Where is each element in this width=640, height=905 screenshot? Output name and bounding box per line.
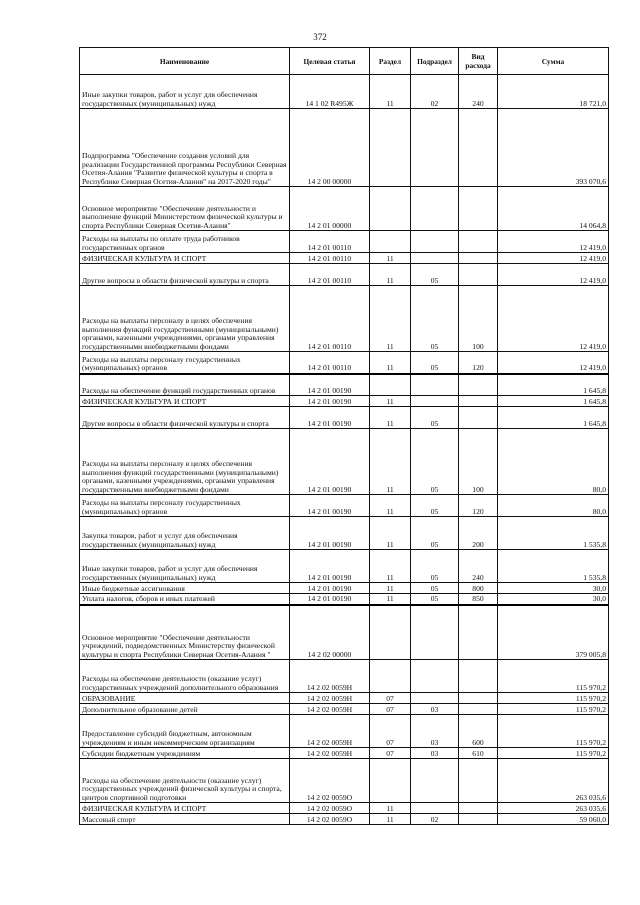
- cell-section: 07: [370, 748, 411, 759]
- cell-section: 11: [370, 407, 411, 429]
- cell-name: Дополнительное образование детей: [80, 704, 290, 715]
- cell-code: 14 2 01 00190: [290, 407, 370, 429]
- cell-section: 07: [370, 693, 411, 704]
- cell-sum: 12 419,0: [498, 286, 609, 352]
- table-row: [80, 264, 609, 286]
- cell-sum: 115 970,2: [498, 660, 609, 693]
- cell-sum: 263 035,6: [498, 759, 609, 803]
- table-row: [80, 495, 609, 517]
- cell-code: 14 1 02 R495Ж: [290, 75, 370, 109]
- cell-subsection: 05: [411, 286, 459, 352]
- cell-subsection: 02: [411, 75, 459, 109]
- cell-name: Основное мероприятие "Обеспечение деятельности и выполнение функций Министерством физической культуры и спорта Республики Северная Осетия-Алания": [80, 187, 290, 231]
- cell-subsection: [411, 187, 459, 231]
- cell-exp-type: 610: [459, 748, 498, 759]
- cell-name: Иные бюджетные ассигнования: [80, 583, 290, 594]
- table-row: [80, 715, 609, 748]
- cell-subsection: 05: [411, 583, 459, 594]
- cell-subsection: 03: [411, 715, 459, 748]
- cell-section: 11: [370, 495, 411, 517]
- budget-table: [79, 47, 609, 825]
- cell-section: 11: [370, 75, 411, 109]
- cell-name: Расходы на обеспечение деятельности (оказание услуг) государственных учреждений физической культуры и спорта, центров спортивной подготовки: [80, 759, 290, 803]
- cell-code: 14 2 01 00110: [290, 231, 370, 253]
- cell-code: 14 2 00 00000: [290, 109, 370, 187]
- cell-exp-type: [459, 814, 498, 825]
- cell-name: Расходы на выплаты персоналу государственных (муниципальных) органов: [80, 495, 290, 517]
- cell-subsection: [411, 231, 459, 253]
- cell-exp-type: 240: [459, 75, 498, 109]
- cell-section: [370, 374, 411, 396]
- cell-code: 14 2 01 00190: [290, 396, 370, 407]
- cell-sum: 30,0: [498, 583, 609, 594]
- table-row: [80, 814, 609, 825]
- cell-name: Основное мероприятие "Обеспечение деятельности учреждений, подведомственных Министерству физической культуры и спорта Республики Северная Осетия-Алания ": [80, 605, 290, 660]
- table-row: [80, 748, 609, 759]
- table-row: [80, 352, 609, 374]
- table-row: [80, 660, 609, 693]
- cell-section: 07: [370, 704, 411, 715]
- cell-sum: 115 970,2: [498, 748, 609, 759]
- cell-name: Закупка товаров, работ и услуг для обеспечения государственных (муниципальных) нужд: [80, 517, 290, 550]
- cell-code: 14 2 02 0059Н: [290, 715, 370, 748]
- cell-code: 14 2 01 00190: [290, 429, 370, 495]
- cell-subsection: 05: [411, 550, 459, 583]
- cell-subsection: [411, 803, 459, 814]
- table-row: [80, 253, 609, 264]
- cell-code: 14 2 01 00190: [290, 594, 370, 605]
- table-row: [80, 803, 609, 814]
- cell-code: 14 2 02 0059Н: [290, 748, 370, 759]
- cell-exp-type: [459, 264, 498, 286]
- cell-exp-type: [459, 759, 498, 803]
- table-row: [80, 407, 609, 429]
- cell-sum: 1 535,8: [498, 517, 609, 550]
- cell-section: 07: [370, 715, 411, 748]
- cell-sum: 80,0: [498, 429, 609, 495]
- cell-sum: 1 645,8: [498, 374, 609, 396]
- cell-name: Расходы на обеспечение деятельности (оказание услуг) государственных учреждений дополнительного образования: [80, 660, 290, 693]
- cell-sum: 115 970,2: [498, 715, 609, 748]
- cell-code: 14 2 01 00190: [290, 550, 370, 583]
- cell-name: Иные закупки товаров, работ и услуг для обеспечения государственных (муниципальных) нужд: [80, 550, 290, 583]
- cell-exp-type: 600: [459, 715, 498, 748]
- cell-subsection: [411, 396, 459, 407]
- cell-code: 14 2 02 0059О: [290, 759, 370, 803]
- header-section: Раздел: [370, 48, 411, 75]
- cell-section: 11: [370, 550, 411, 583]
- cell-name: Расходы на выплаты персоналу государственных (муниципальных) органов: [80, 352, 290, 374]
- table-row: [80, 704, 609, 715]
- cell-name: ФИЗИЧЕСКАЯ КУЛЬТУРА И СПОРТ: [80, 803, 290, 814]
- cell-code: 14 2 01 00110: [290, 253, 370, 264]
- cell-exp-type: [459, 660, 498, 693]
- table-row: [80, 605, 609, 660]
- cell-name: ФИЗИЧЕСКАЯ КУЛЬТУРА И СПОРТ: [80, 253, 290, 264]
- cell-exp-type: 120: [459, 352, 498, 374]
- cell-sum: 12 419,0: [498, 264, 609, 286]
- cell-name: Иные закупки товаров, работ и услуг для обеспечения государственных (муниципальных) нужд: [80, 75, 290, 109]
- cell-name: Массовый спорт: [80, 814, 290, 825]
- cell-sum: 115 970,2: [498, 693, 609, 704]
- cell-exp-type: [459, 374, 498, 396]
- cell-subsection: [411, 109, 459, 187]
- cell-exp-type: 200: [459, 517, 498, 550]
- table-row: [80, 75, 609, 109]
- page-number: 372: [313, 32, 327, 42]
- table-row: [80, 583, 609, 594]
- cell-name: Другие вопросы в области физической культуры и спорта: [80, 264, 290, 286]
- cell-sum: 12 419,0: [498, 231, 609, 253]
- cell-subsection: 05: [411, 594, 459, 605]
- cell-sum: 30,0: [498, 594, 609, 605]
- cell-exp-type: [459, 253, 498, 264]
- cell-subsection: [411, 605, 459, 660]
- cell-section: [370, 605, 411, 660]
- cell-section: [370, 109, 411, 187]
- cell-sum: 1 535,8: [498, 550, 609, 583]
- header-sum: Сумма: [498, 48, 609, 75]
- cell-sum: 12 419,0: [498, 352, 609, 374]
- cell-section: 11: [370, 583, 411, 594]
- table-row: [80, 517, 609, 550]
- cell-subsection: 03: [411, 748, 459, 759]
- table-row: [80, 396, 609, 407]
- cell-section: [370, 759, 411, 803]
- table-row: [80, 594, 609, 605]
- cell-sum: 1 645,8: [498, 407, 609, 429]
- cell-exp-type: [459, 704, 498, 715]
- cell-section: 11: [370, 429, 411, 495]
- cell-section: 11: [370, 352, 411, 374]
- cell-code: 14 2 01 00190: [290, 517, 370, 550]
- cell-name: ФИЗИЧЕСКАЯ КУЛЬТУРА И СПОРТ: [80, 396, 290, 407]
- table-row: [80, 374, 609, 396]
- cell-sum: 393 070,6: [498, 109, 609, 187]
- table-header-row: [80, 48, 609, 75]
- cell-exp-type: [459, 693, 498, 704]
- cell-section: 11: [370, 286, 411, 352]
- cell-name: Расходы на выплаты персоналу в целях обеспечения выполнения функций государственными (муниципальными) органами, казенными учреждениями, органами управления государственными внебюджетными фондами: [80, 286, 290, 352]
- cell-subsection: [411, 693, 459, 704]
- header-exp-type: Вид расхода: [459, 48, 498, 75]
- cell-subsection: 05: [411, 429, 459, 495]
- cell-subsection: 05: [411, 352, 459, 374]
- cell-sum: 1 645,8: [498, 396, 609, 407]
- cell-sum: 80,0: [498, 495, 609, 517]
- cell-name: Расходы на выплаты по оплате труда работников государственных органов: [80, 231, 290, 253]
- table-row: [80, 759, 609, 803]
- cell-exp-type: [459, 605, 498, 660]
- cell-sum: 18 721,0: [498, 75, 609, 109]
- cell-name: Предоставление субсидий бюджетным, автономным учреждениям и иным некоммерческим организациям: [80, 715, 290, 748]
- cell-exp-type: 800: [459, 583, 498, 594]
- table-row: [80, 550, 609, 583]
- cell-code: 14 2 01 00190: [290, 374, 370, 396]
- cell-code: 14 2 01 00110: [290, 352, 370, 374]
- cell-name: Уплата налогов, сборов и иных платежей: [80, 594, 290, 605]
- cell-subsection: 05: [411, 407, 459, 429]
- cell-code: 14 2 02 0059О: [290, 803, 370, 814]
- cell-section: 11: [370, 814, 411, 825]
- cell-code: 14 2 02 0059Н: [290, 704, 370, 715]
- cell-code: 14 2 01 00190: [290, 495, 370, 517]
- cell-subsection: 05: [411, 264, 459, 286]
- cell-subsection: 03: [411, 704, 459, 715]
- table-row: [80, 693, 609, 704]
- cell-name: Расходы на выплаты персоналу в целях обеспечения выполнения функций государственными (муниципальными) органами, казенными учреждениями, органами управления государственными внебюджетными фондами: [80, 429, 290, 495]
- cell-code: 14 2 01 00190: [290, 583, 370, 594]
- cell-section: [370, 187, 411, 231]
- cell-sum: 12 419,0: [498, 253, 609, 264]
- table-row: [80, 231, 609, 253]
- cell-section: [370, 231, 411, 253]
- cell-exp-type: [459, 396, 498, 407]
- cell-subsection: [411, 374, 459, 396]
- cell-sum: 115 970,2: [498, 704, 609, 715]
- header-subsection: Подраздел: [411, 48, 459, 75]
- cell-exp-type: [459, 407, 498, 429]
- table-row: [80, 286, 609, 352]
- cell-code: 14 2 02 0059Н: [290, 660, 370, 693]
- cell-subsection: [411, 660, 459, 693]
- cell-exp-type: [459, 187, 498, 231]
- cell-exp-type: 120: [459, 495, 498, 517]
- cell-name: Субсидии бюджетным учреждениям: [80, 748, 290, 759]
- cell-subsection: [411, 759, 459, 803]
- cell-name: Другие вопросы в области физической культуры и спорта: [80, 407, 290, 429]
- cell-exp-type: [459, 231, 498, 253]
- table-row: [80, 109, 609, 187]
- cell-sum: 379 005,8: [498, 605, 609, 660]
- cell-name: Подпрограмма "Обеспечение создания условий для реализации Государственной программы Республики Северная Осетия-Алания "Развитие физической культуры и спорта в Республике Северная Осетия-Алания" на 2017-2020 годы": [80, 109, 290, 187]
- cell-name: Расходы на обеспечение функций государственных органов: [80, 374, 290, 396]
- cell-subsection: [411, 253, 459, 264]
- cell-code: 14 2 02 0059О: [290, 814, 370, 825]
- cell-code: 14 2 01 00000: [290, 187, 370, 231]
- cell-section: 11: [370, 517, 411, 550]
- cell-exp-type: 240: [459, 550, 498, 583]
- table-row: [80, 429, 609, 495]
- cell-exp-type: [459, 109, 498, 187]
- table-row: [80, 187, 609, 231]
- cell-sum: 263 035,6: [498, 803, 609, 814]
- cell-section: 11: [370, 396, 411, 407]
- cell-code: 14 2 01 00110: [290, 286, 370, 352]
- cell-exp-type: 850: [459, 594, 498, 605]
- cell-exp-type: [459, 803, 498, 814]
- cell-code: 14 2 01 00110: [290, 264, 370, 286]
- cell-subsection: 05: [411, 495, 459, 517]
- cell-section: 11: [370, 253, 411, 264]
- header-code: Целевая статья: [290, 48, 370, 75]
- cell-sum: 59 060,0: [498, 814, 609, 825]
- cell-code: 14 2 02 00000: [290, 605, 370, 660]
- cell-section: 11: [370, 803, 411, 814]
- cell-exp-type: 100: [459, 429, 498, 495]
- cell-exp-type: 100: [459, 286, 498, 352]
- cell-code: 14 2 02 0059Н: [290, 693, 370, 704]
- header-name: Наименование: [80, 48, 290, 75]
- cell-subsection: 05: [411, 517, 459, 550]
- cell-section: 11: [370, 594, 411, 605]
- cell-sum: 14 064,8: [498, 187, 609, 231]
- cell-section: 11: [370, 264, 411, 286]
- cell-name: ОБРАЗОВАНИЕ: [80, 693, 290, 704]
- cell-section: [370, 660, 411, 693]
- cell-subsection: 02: [411, 814, 459, 825]
